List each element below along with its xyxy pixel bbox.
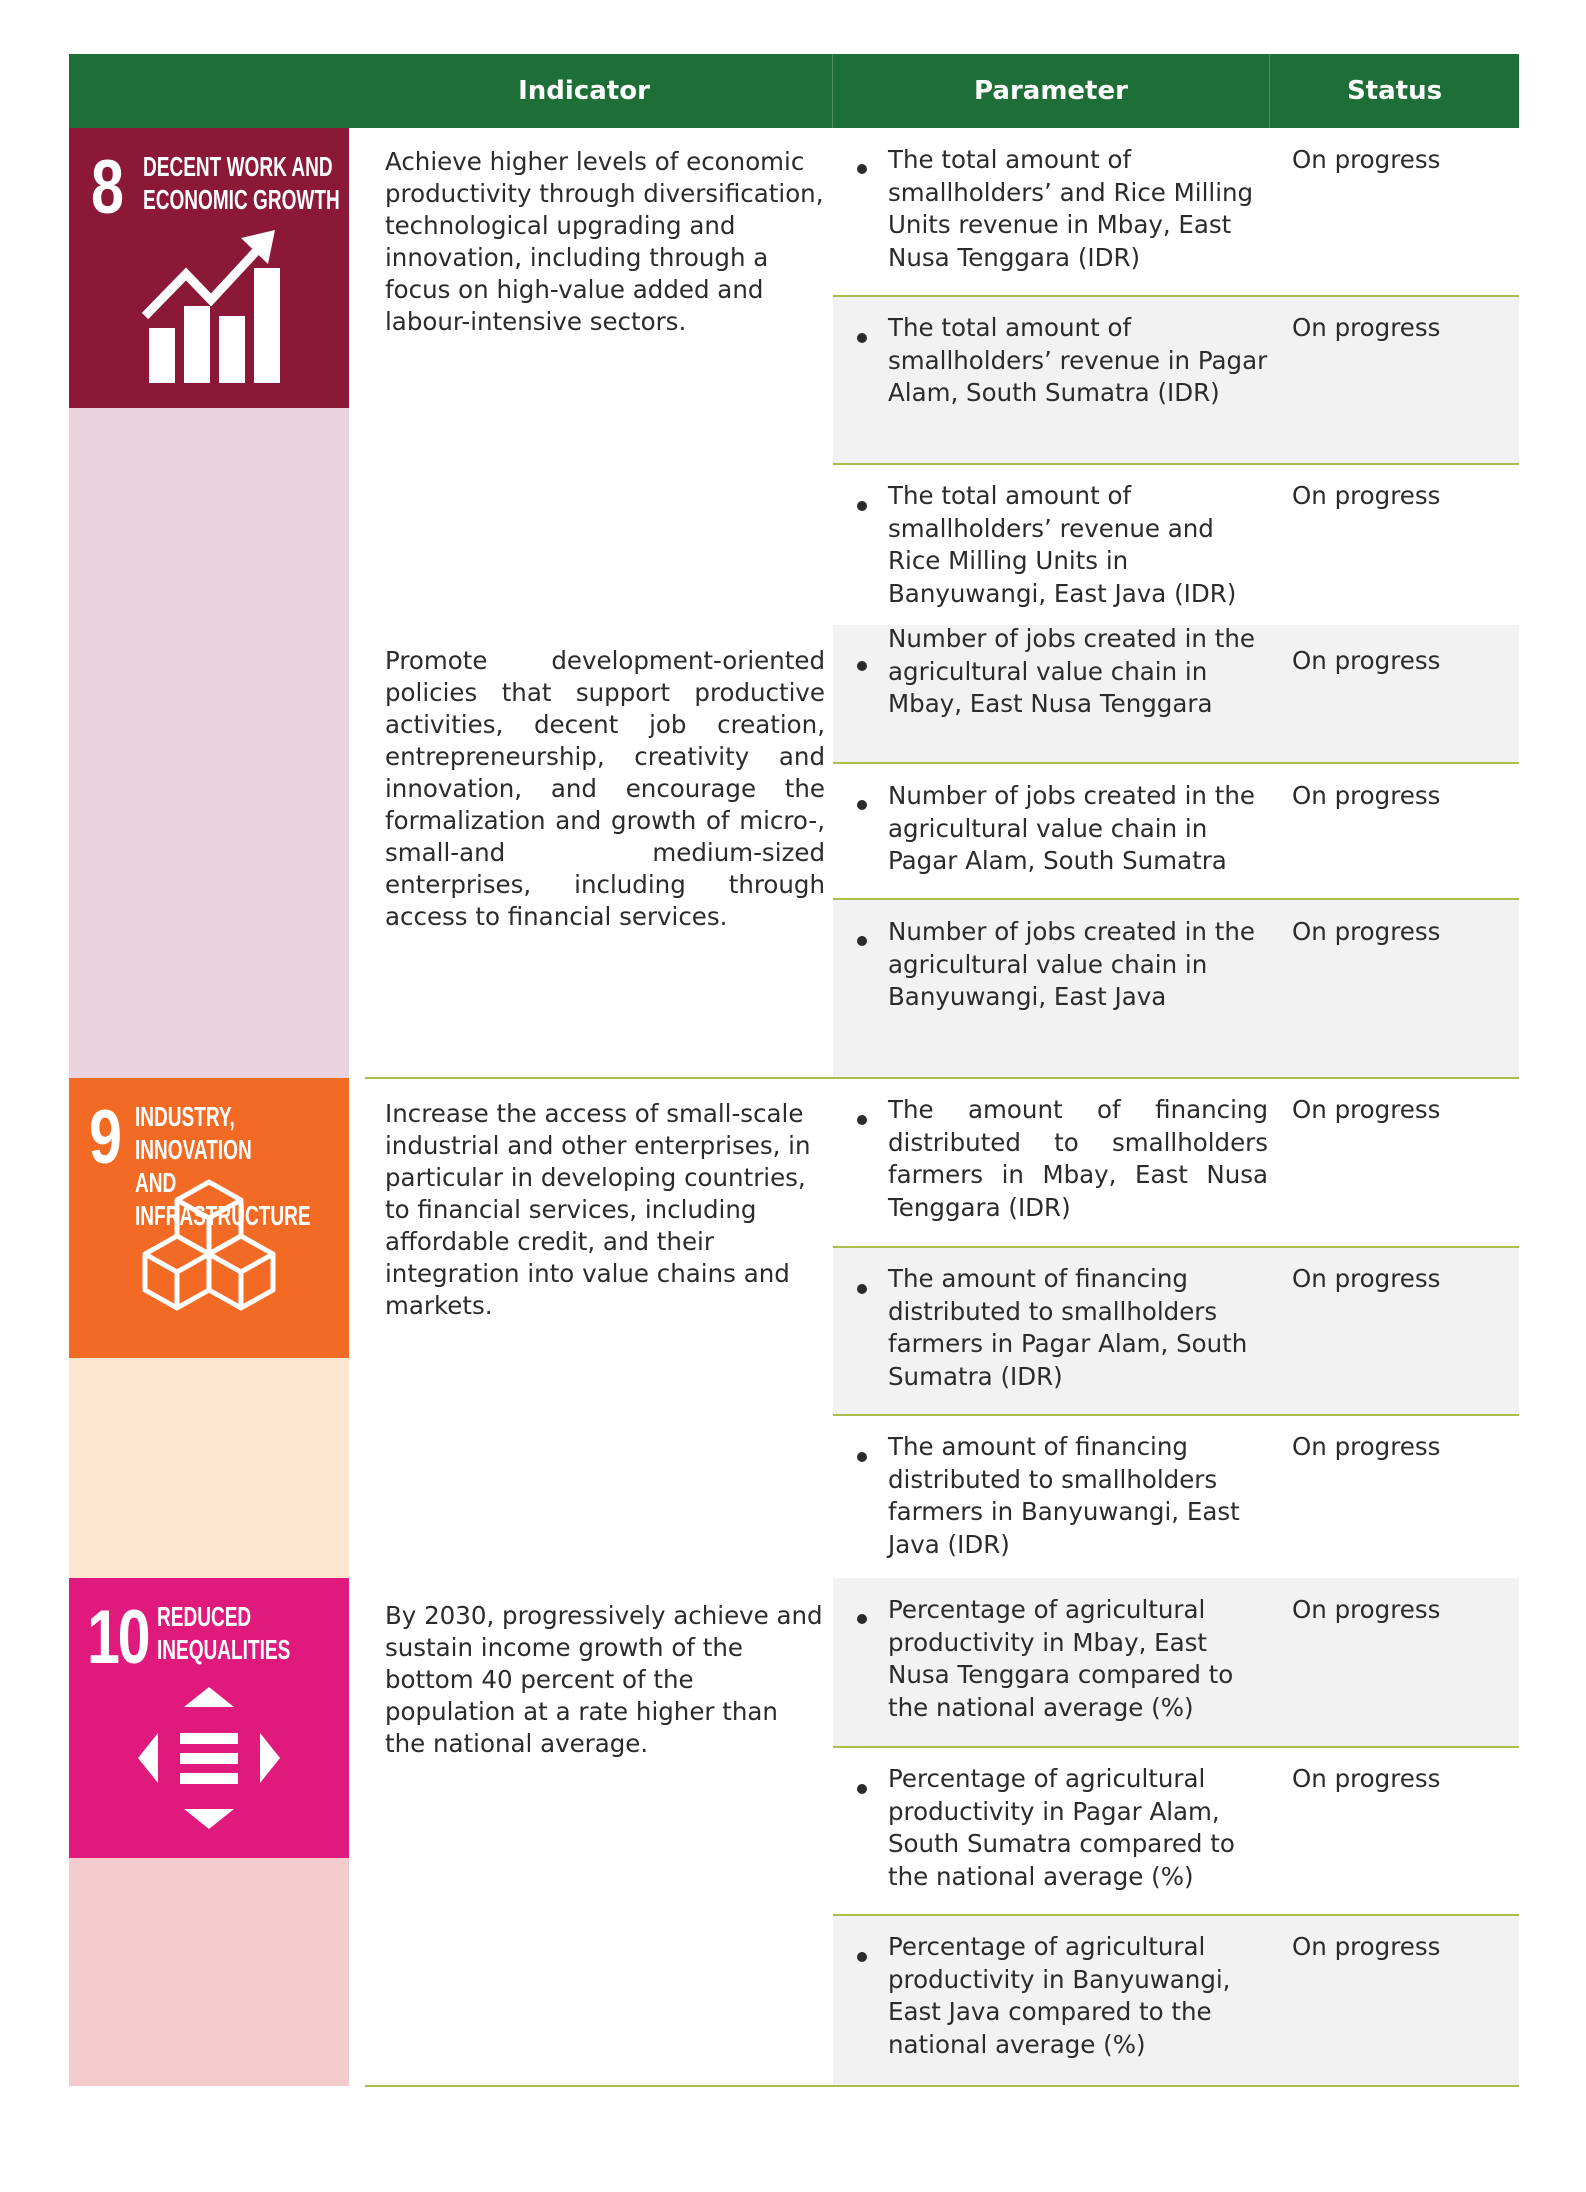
parameter-text: Number of jobs created in the agricultural value chain in Banyuwangi, East Java <box>888 917 1255 1011</box>
bullet-icon <box>857 1284 867 1294</box>
parameter-row <box>833 465 1519 625</box>
goal-number: 10 <box>87 1595 149 1680</box>
status-text: On progress <box>1292 1432 1441 1461</box>
parameter-text: Percentage of agricultural productivity in Banyuwangi, East Java compared to the national average (%) <box>888 1932 1231 2059</box>
bullet-icon <box>857 1452 867 1462</box>
equality-arrows-icon <box>134 1683 284 1833</box>
status-column-header: Status <box>1346 76 1443 106</box>
indicator-text: Achieve higher levels of economic productivity through diversification, technological upgrading and innovation, including through a focus on high-value added and labour-intensive sectors. <box>385 147 824 336</box>
cubes-icon <box>134 1178 284 1328</box>
status-text: On progress <box>1292 145 1441 174</box>
indicator-text: By 2030, progressively achieve and sustain income growth of the bottom 40 percent of the population at a rate higher than the national average. <box>385 1601 823 1758</box>
indicator-column-header: Indicator <box>518 76 650 106</box>
row-divider <box>833 2085 1519 2087</box>
bullet-icon <box>857 1952 867 1962</box>
parameter-text: The total amount of smallholders’ revenue and Rice Milling Units in Banyuwangi, East Java (IDR) <box>888 481 1237 608</box>
parameter-row <box>833 1578 1519 1746</box>
sdg-9-tile <box>69 1078 349 1358</box>
parameter-column-header: Parameter <box>974 76 1128 106</box>
goal-title: REDUCED INEQUALITIES <box>157 1601 291 1665</box>
row-divider <box>365 2085 833 2087</box>
indicator-text: Increase the access of small-scale industrial and other enterprises, in particular in developing countries, to financial services, including affordable credit, and their integration into value chains and markets. <box>385 1099 811 1320</box>
bullet-icon <box>857 501 867 511</box>
bullet-icon <box>857 1115 867 1125</box>
goal-number: 9 <box>89 1095 120 1180</box>
parameter-text: The amount of financing distributed to smallholders farmers in Pagar Alam, South Sumatra (IDR) <box>888 1264 1248 1391</box>
parameter-text: The amount of financing distributed to smallholders farmers in Mbay, East Nusa Tenggara (IDR) <box>888 1095 1268 1222</box>
bullet-icon <box>857 333 867 343</box>
growth-chart-icon <box>141 228 281 388</box>
row-divider <box>365 1077 833 1079</box>
status-text: On progress <box>1292 1264 1441 1293</box>
bullet-icon <box>857 1784 867 1794</box>
bullet-icon <box>857 661 867 671</box>
sdg-10-tile <box>69 1578 349 1858</box>
status-text: On progress <box>1292 1932 1441 1961</box>
parameter-text: The amount of financing distributed to smallholders farmers in Banyuwangi, East Java (IDR) <box>888 1432 1240 1559</box>
parameter-row <box>833 1416 1519 1578</box>
parameter-row <box>833 1916 1519 2085</box>
status-text: On progress <box>1292 1764 1441 1793</box>
goal-title: DECENT WORK AND ECONOMIC GROWTH <box>143 151 340 215</box>
status-text: On progress <box>1292 481 1441 510</box>
parameter-row <box>833 1079 1519 1246</box>
status-text: On progress <box>1292 646 1441 675</box>
goal-number: 8 <box>91 145 122 230</box>
table-header <box>69 54 1519 128</box>
parameter-text: Number of jobs created in the agricultural value chain in Mbay, East Nusa Tenggara <box>888 624 1255 718</box>
parameter-row <box>833 900 1519 1077</box>
indicator-text: Promote development-oriented policies that support productive activities, decent job creation, entrepreneurship, creativity and innovation, and encourage the formalization and growth of micro-, small-and medium-sized enterprises, including through access to financial services. <box>385 646 825 931</box>
parameter-row <box>833 297 1519 463</box>
parameter-row <box>833 764 1519 898</box>
parameter-text: Percentage of agricultural productivity in Mbay, East Nusa Tenggara compared to the national average (%) <box>888 1595 1234 1722</box>
goal-title: INDUSTRY, INNOVATION AND INFRASTRUCTURE <box>135 1101 311 1231</box>
sdg-8-tile <box>69 128 349 408</box>
status-text: On progress <box>1292 781 1441 810</box>
bullet-icon <box>857 1614 867 1624</box>
status-text: On progress <box>1292 917 1441 946</box>
parameter-text: The total amount of smallholders’ and Rice Milling Units revenue in Mbay, East Nusa Tenggara (IDR) <box>888 145 1254 272</box>
status-text: On progress <box>1292 1095 1441 1124</box>
parameter-text: The total amount of smallholders’ revenue in Pagar Alam, South Sumatra (IDR) <box>888 313 1268 407</box>
parameter-text: Number of jobs created in the agricultural value chain in Pagar Alam, South Sumatra <box>888 781 1255 875</box>
bullet-icon <box>857 164 867 174</box>
status-text: On progress <box>1292 313 1441 342</box>
parameter-row <box>833 1748 1519 1914</box>
status-text: On progress <box>1292 1595 1441 1624</box>
bullet-icon <box>857 936 867 946</box>
parameter-text: Percentage of agricultural productivity in Pagar Alam, South Sumatra compared to the national average (%) <box>888 1764 1235 1891</box>
parameter-row <box>833 128 1519 296</box>
parameter-row <box>833 625 1519 762</box>
bullet-icon <box>857 800 867 810</box>
parameter-row <box>833 1248 1519 1414</box>
